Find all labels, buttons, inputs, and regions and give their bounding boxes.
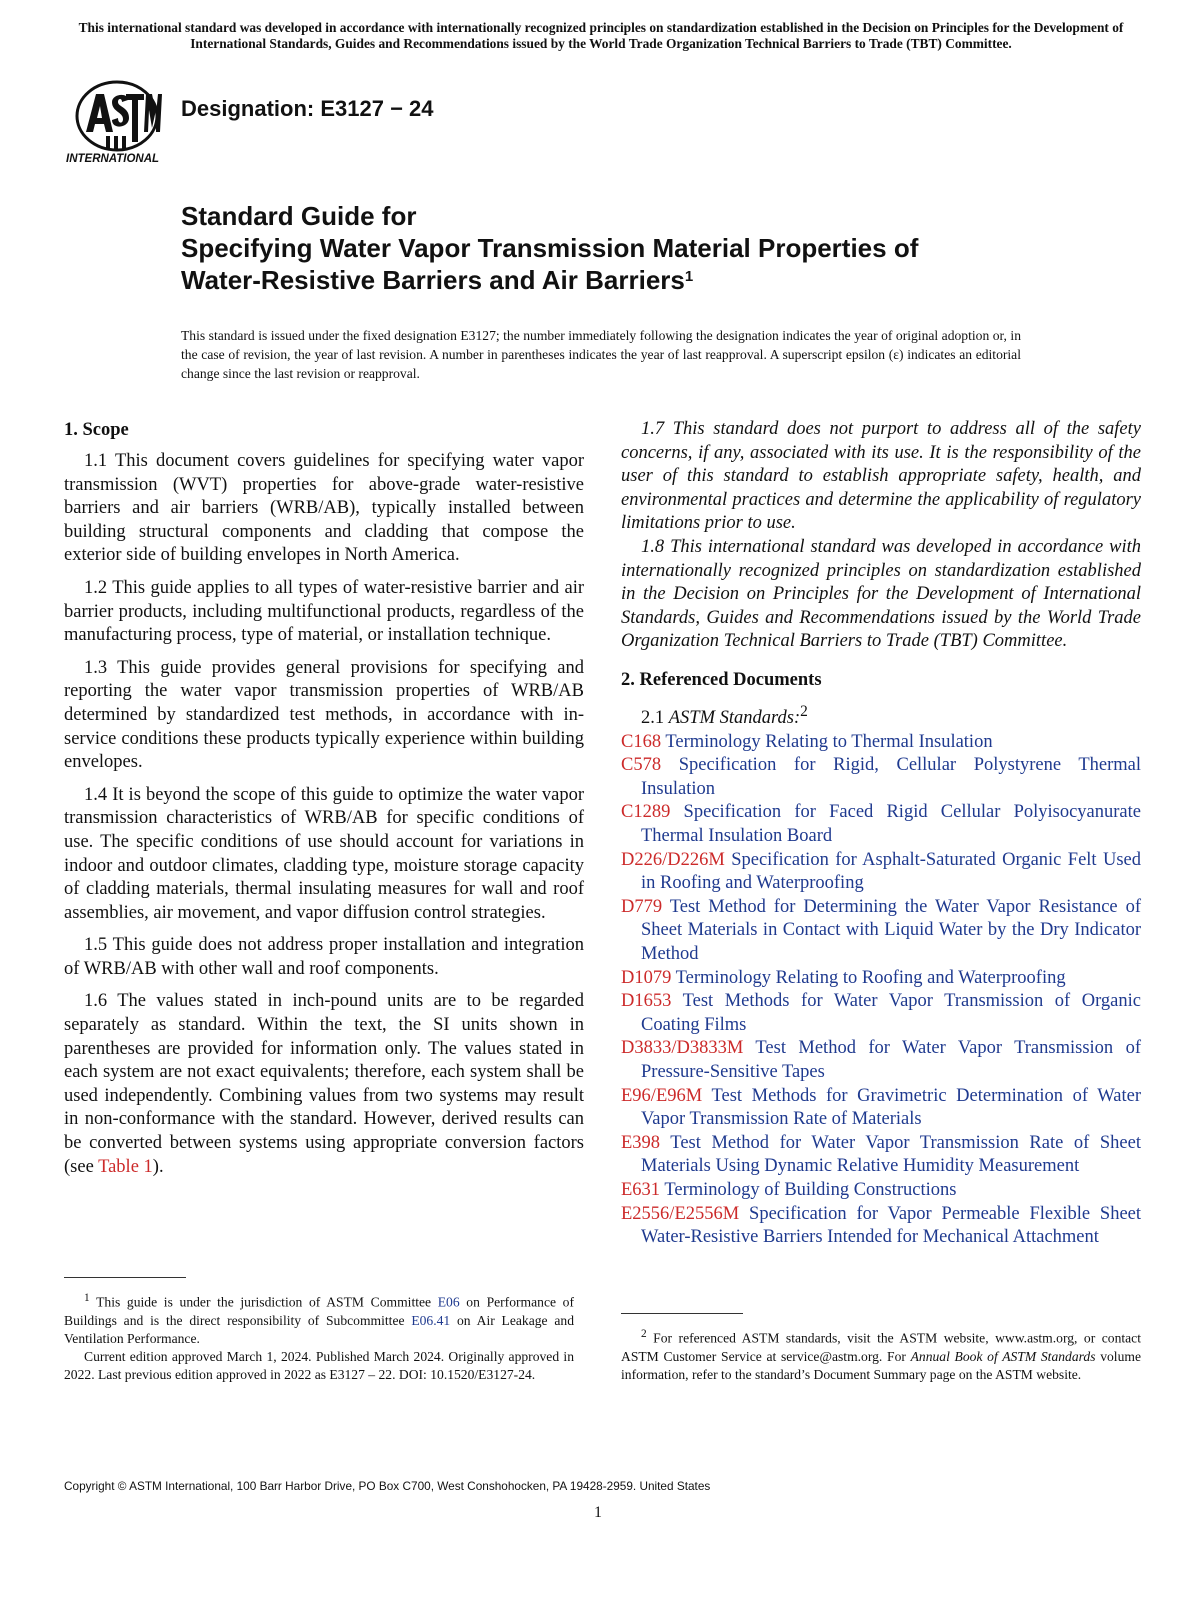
reference-item[interactable] — [621, 1085, 1141, 1132]
scope-heading: 1. Scope — [64, 420, 129, 440]
para-1-6 — [64, 990, 584, 1179]
reference-title[interactable]: Test Methods for Water Vapor Transmission of Organic Coating Films — [641, 991, 1141, 1035]
reference-code[interactable]: D226/D226M — [621, 849, 725, 870]
footnote-rule-left — [64, 1277, 186, 1278]
reference-title[interactable]: Test Method for Water Vapor Transmission of Pressure-Sensitive Tapes — [641, 1038, 1141, 1082]
top-notice: This international standard was developed in accordance with internationally recognized principles on standardization established in the Decision on Principles for the Development of International Standards, Guides and Recommendations issued by the World Trade Organization Technical Barriers to Trade (TBT) Committee. — [78, 20, 1124, 51]
left-column — [64, 418, 584, 1188]
title-line-3-text: Water-Resistive Barriers and Air Barriers — [181, 265, 685, 295]
reference-title[interactable]: Specification for Vapor Permeable Flexible Sheet Water-Resistive Barriers Intended for Mechanical Attachment — [641, 1203, 1141, 1248]
committee-e06-link[interactable]: E06 — [437, 1294, 460, 1310]
title-line-3 — [181, 264, 1081, 296]
designation: Designation: E3127 − 24 — [181, 96, 434, 121]
reference-item[interactable] — [621, 967, 1141, 991]
reference-item[interactable] — [621, 990, 1141, 1037]
footnote-2-mark: 2 — [641, 1328, 647, 1340]
reference-title[interactable]: Test Method for Water Vapor Transmission Rate of Sheet Materials Using Dynamic Relative Humidity Measurement — [641, 1132, 1141, 1177]
footnote-rule-right — [621, 1313, 743, 1314]
footnote-1-text — [64, 1289, 574, 1348]
reference-code[interactable]: D1653 — [621, 991, 672, 1012]
reference-title[interactable]: Terminology Relating to Roofing and Waterproofing — [671, 967, 1066, 988]
document-title — [181, 200, 1081, 296]
para-1-2: 1.2 This guide applies to all types of water-resistive barrier and air barrier products, including multifunctional products, regardless of the manufacturing process, type of material, or installation technique. — [64, 577, 584, 646]
reference-code[interactable]: E631 — [621, 1179, 661, 1200]
subhead-footnote-mark: 2 — [800, 702, 808, 720]
referenced-heading: 2. Referenced Documents — [621, 669, 822, 690]
para-1-6-text: 1.6 The values stated in inch-pound units are to be regarded separately as standard. Within the text, the SI units shown in parentheses are provided for information only. The values stated in each system are not exact equivalents; therefore, each system shall be used independently. Combining values from two systems may result in non-conformance with the standard. However, derived results can be converted between systems using appropriate conversion factors (see — [64, 991, 584, 1177]
copyright: Copyright © ASTM International, 100 Barr Harbor Drive, PO Box C700, West Conshohocken, PA 19428-2959. United States — [64, 1479, 711, 1493]
reference-code[interactable]: E2556/E2556M — [621, 1203, 740, 1224]
reference-item[interactable] — [621, 1037, 1141, 1084]
para-1-7: 1.7 This standard does not purport to address all of the safety concerns, if any, associated with its use. It is the responsibility of the user of this standard to establish appropriate safety, health, and environmental practices and determine the applicability of regulatory limitations prior to use. — [621, 419, 1141, 534]
reference-title[interactable]: Test Method for Determining the Water Vapor Resistance of Sheet Materials in Contact with Liquid Water by the Dry Indicator Method — [641, 896, 1141, 965]
reference-title[interactable]: Terminology Relating to Thermal Insulation — [661, 731, 993, 752]
footnote-2 — [621, 1325, 1141, 1384]
para-1-3: 1.3 This guide provides general provisions for specifying and reporting the water vapor transmission properties of WRB/AB determined by standardized test methods, in accordance with in-service conditions these products typically experience within building envelopes. — [64, 657, 584, 773]
para-1-4: 1.4 It is beyond the scope of this guide to optimize the water vapor transmission characteristics of WRB/AB for specific conditions of use. The specific conditions of use should account for variations in indoor and outdoor climates, cladding type, moisture storage capacity of cladding materials, thermal insulating measures for wall and roof assemblies, air movement, and vapor diffusion control strategies. — [64, 784, 584, 923]
title-line-2: Specifying Water Vapor Transmission Material Properties of — [181, 233, 919, 263]
astm-standards-subhead — [621, 700, 1141, 731]
subhead-number: 2.1 — [641, 708, 669, 729]
reference-title[interactable]: Terminology of Building Constructions — [660, 1179, 957, 1200]
reference-title[interactable]: Specification for Rigid, Cellular Polystyrene Thermal Insulation — [641, 755, 1141, 799]
reference-code[interactable]: C578 — [621, 755, 662, 776]
footnote-2-part-b: volume information, refer to the standard’s Document Summary page on the ASTM website. — [621, 1348, 1141, 1382]
astm-logo — [66, 80, 168, 166]
reference-item[interactable] — [621, 731, 1141, 755]
reference-item[interactable] — [621, 1203, 1141, 1250]
footnote-1-part-b: on Performance of Buildings and is the direct responsibility of Subcommittee — [64, 1294, 574, 1328]
table-1-link[interactable]: Table 1 — [98, 1156, 153, 1177]
footnote-1-edition: Current edition approved March 1, 2024. Published March 2024. Originally approved in 2022. Last previous edition approved in 2022 as E3127 – 22. DOI: 10.1520/E3127-24. — [64, 1348, 574, 1382]
footnote-2-italic: Annual Book of ASTM Standards — [910, 1348, 1096, 1364]
reference-code[interactable]: C1289 — [621, 802, 671, 823]
reference-item[interactable] — [621, 896, 1141, 967]
logo-text: INTERNATIONAL — [66, 153, 160, 165]
reference-title[interactable]: Specification for Faced Rigid Cellular Polyisocyanurate Thermal Insulation Board — [641, 802, 1141, 847]
reference-code[interactable]: E398 — [621, 1132, 661, 1153]
title-line-1: Standard Guide for — [181, 201, 417, 231]
page-number: 1 — [594, 1504, 602, 1521]
subhead-label: ASTM Standards: — [668, 708, 801, 729]
reference-item[interactable] — [621, 1179, 1141, 1203]
footnote-1-part-c: on Air Leakage and Ventilation Performance. — [64, 1312, 575, 1346]
reference-list — [621, 731, 1141, 1250]
reference-item[interactable] — [621, 754, 1141, 801]
reference-code[interactable]: D3833/D3833M — [621, 1038, 744, 1059]
para-1-1: 1.1 This document covers guidelines for specifying water vapor transmission (WVT) properties for above-grade water-resistive barriers and air barriers (WRB/AB), typically installed between building structural components and cladding that compose the exterior side of building envelopes in North America. — [64, 451, 584, 566]
reference-title[interactable]: Specification for Asphalt-Saturated Organic Felt Used in Roofing and Waterproofing — [641, 849, 1141, 894]
reference-code[interactable]: E96/E96M — [621, 1085, 703, 1106]
reference-item[interactable] — [621, 849, 1141, 896]
reference-title[interactable]: Test Methods for Gravimetric Determination of Water Vapor Transmission Rate of Materials — [641, 1085, 1141, 1130]
footnote-1 — [64, 1289, 574, 1384]
title-footnote-mark: 1 — [684, 268, 694, 285]
footnote-2-text — [621, 1325, 1141, 1384]
footnote-1-part-a: This guide is under the jurisdiction of ASTM Committee — [89, 1294, 438, 1310]
reference-item[interactable] — [621, 1132, 1141, 1179]
reference-item[interactable] — [621, 801, 1141, 848]
reference-code[interactable]: D779 — [621, 896, 663, 917]
footnote-1-mark: 1 — [84, 1292, 90, 1304]
para-1-6-end: ). — [152, 1156, 164, 1177]
reference-code[interactable]: C168 — [621, 731, 662, 752]
right-column — [621, 418, 1141, 1250]
reference-code[interactable]: D1079 — [621, 967, 672, 988]
para-1-8: 1.8 This international standard was developed in accordance with internationally recognized principles on standardization established in the Decision on Principles for the Development of International Standards, Guides and Recommendations issued by the World Trade Organization Technical Barriers to Trade (TBT) Committee. — [621, 536, 1141, 652]
footnote-2-part-a: For referenced ASTM standards, visit the ASTM website, www.astm.org, or contact ASTM Customer Service at service@astm.org. For — [621, 1330, 1141, 1364]
issuance-note: This standard is issued under the fixed designation E3127; the number immediately following the designation indicates the year of original adoption or, in the case of revision, the year of last revision. A number in parentheses indicates the year of last reapproval. A superscript epsilon (ε) indicates an editorial change since the last revision or reapproval. — [181, 328, 1021, 381]
para-1-5: 1.5 This guide does not address proper installation and integration of WRB/AB with other wall and roof components. — [64, 935, 584, 979]
subcommittee-e06-41-link[interactable]: E06.41 — [411, 1312, 451, 1328]
